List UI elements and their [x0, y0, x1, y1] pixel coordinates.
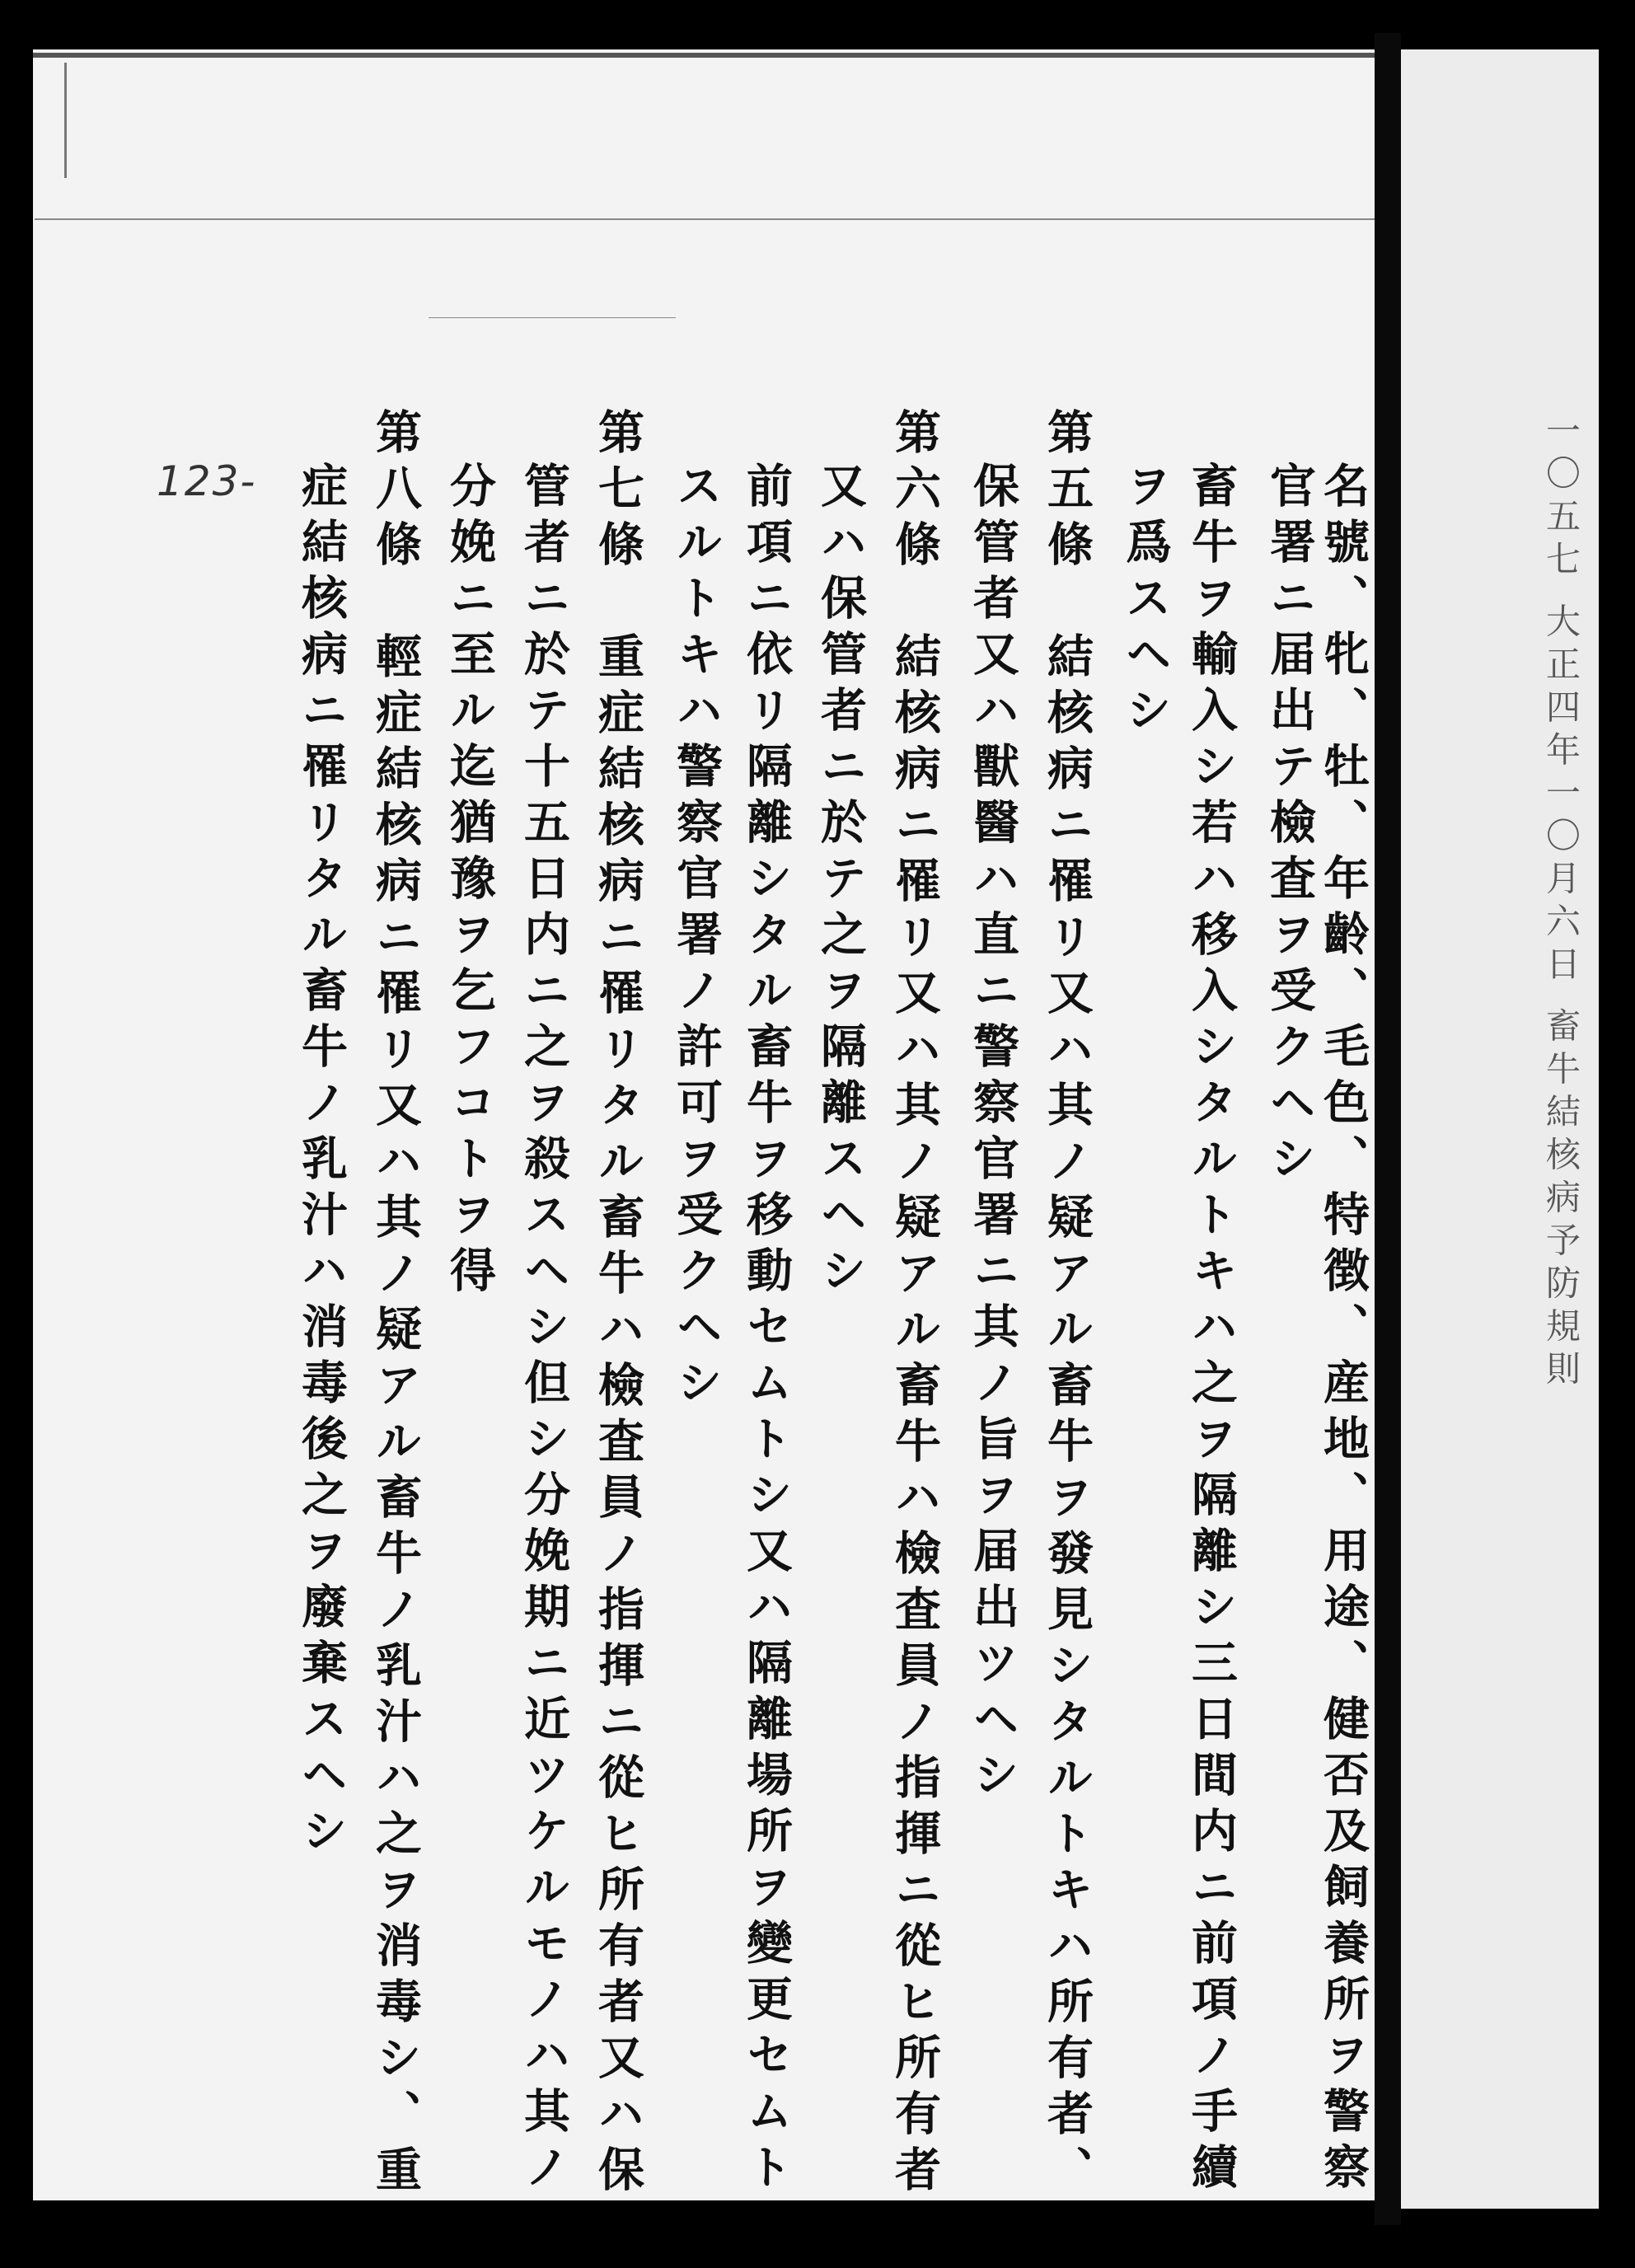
text-column-14: 第八條 輕症結核病ニ罹リ又ハ其ノ疑アル畜牛ノ乳汁ハ之ヲ消毒シ、重: [368, 408, 423, 2201]
text-column-11: 第七條 重症結核病ニ罹リタル畜牛ハ檢査員ノ指揮ニ從ヒ所有者又ハ保: [591, 408, 645, 2201]
faint-rule: [429, 317, 676, 318]
page-gutter: [1375, 33, 1401, 2225]
text-column-9: 前項ニ依リ隔離シタル畜牛ヲ移動セムトシ又ハ隔離場所ヲ變更セムト: [739, 462, 794, 2199]
text-column-7: 第六條 結核病ニ罹リ又ハ其ノ疑アル畜牛ハ檢査員ノ指揮ニ從ヒ所有者: [888, 408, 942, 2201]
text-column-13: 分娩ニ至ル迄猶豫ヲ乞フコトヲ得: [443, 462, 497, 1302]
text-column-1: 名號、牝、牡、年齡、毛色、特徴、産地、用途、健否及飼養所ヲ警察: [1316, 462, 1370, 2199]
text-column-15: 症結核病ニ罹リタル畜牛ノ乳汁ハ消毒後之ヲ廢棄スヘシ: [294, 462, 349, 1863]
text-column-5: 第五條 結核病ニ罹リ又ハ其ノ疑アル畜牛ヲ發見シタルトキハ所有者、: [1040, 408, 1094, 2201]
page-top-edge: [33, 53, 1375, 58]
text-column-8: 又ハ保管者ニ於テ之ヲ隔離スヘシ: [813, 462, 868, 1302]
text-column-4: ヲ爲スヘシ: [1118, 462, 1173, 742]
text-column-12: 管者ニ於テ十五日内ニ之ヲ殺スヘシ但シ分娩期ニ近ツケルモノハ其ノ: [517, 462, 571, 2199]
text-column-6: 保管者又ハ獸醫ハ直ニ警察官署ニ其ノ旨ヲ届出ツヘシ: [966, 462, 1020, 1806]
margin-rule: [64, 63, 67, 178]
margin-note: 一〇五七 大正四年一〇月六日 畜牛結核病予防規則: [1541, 412, 1581, 1394]
text-column-2: 官署ニ届出テ檢査ヲ受クヘシ: [1263, 462, 1317, 1190]
horizontal-rule: [35, 218, 1375, 220]
page-number: 123-: [157, 457, 257, 505]
text-column-3: 畜牛ヲ輸入シ若ハ移入シタルトキハ之ヲ隔離シ三日間内ニ前項ノ手續: [1184, 462, 1239, 2199]
text-column-10: スルトキハ警察官署ノ許可ヲ受クヘシ: [669, 462, 724, 1414]
